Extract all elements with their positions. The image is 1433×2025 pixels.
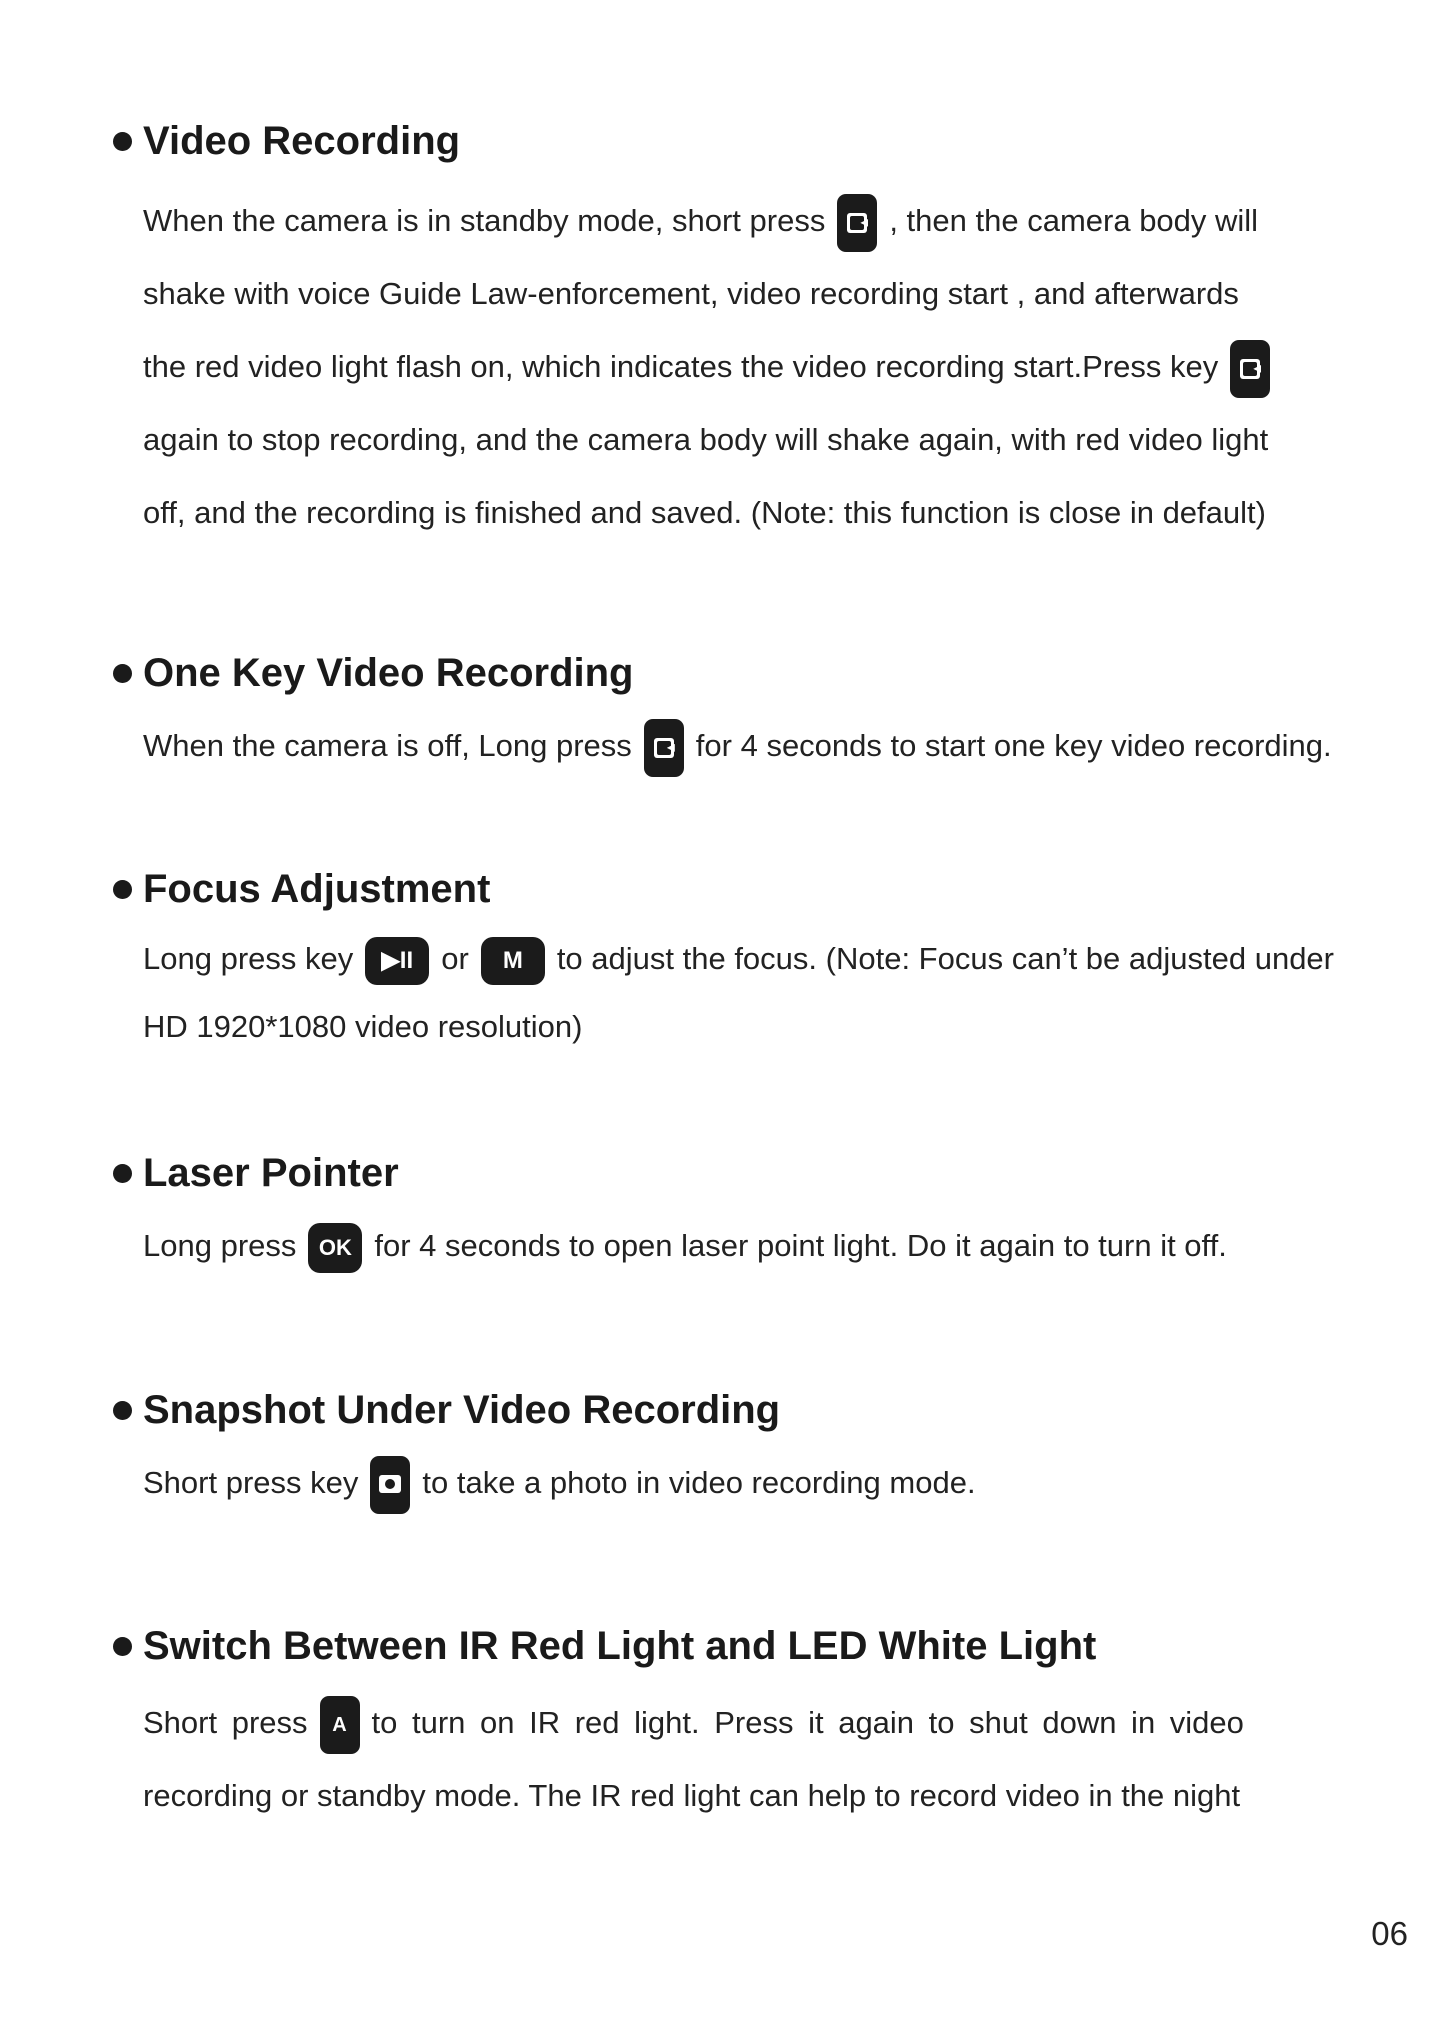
section-heading <box>110 1145 1350 1201</box>
section-body <box>110 709 1338 782</box>
text-run: to turn on IR red light. Press it again to shut down in video <box>371 1705 1244 1740</box>
camera-key-icon <box>370 1456 410 1514</box>
bullet-icon <box>113 664 132 683</box>
ir-key-icon <box>320 1696 360 1754</box>
text-run: Long press <box>143 1228 297 1263</box>
text-run: for 4 seconds to open laser point light. Do it again to turn it off. <box>374 1228 1227 1263</box>
body-line: shake with voice Guide Law-enforcement, video recording start , and afterwards <box>143 276 1239 311</box>
heading-text: Snapshot Under Video Recording <box>143 1388 781 1432</box>
text-run: or <box>441 941 469 976</box>
video-key-icon <box>1230 340 1270 398</box>
bullet-icon <box>113 1637 132 1656</box>
text-run: Short press <box>143 1705 308 1740</box>
body-line: again to stop recording, and the camera body will shake again, with red video light <box>143 422 1269 457</box>
section-body <box>110 1209 1338 1282</box>
text-run: When the camera is off, Long press <box>143 728 632 763</box>
bullet-icon <box>113 1401 132 1420</box>
heading-text: Laser Pointer <box>143 1151 399 1195</box>
text-run: , then the camera body will <box>889 203 1259 238</box>
section-heading <box>110 861 1350 917</box>
bullet-icon <box>113 880 132 899</box>
body-line: recording or standby mode. The IR red light can help to record video in the night <box>143 1778 1241 1813</box>
page-number: 06 <box>1371 1915 1408 1952</box>
body-line <box>143 184 1338 257</box>
mode-key-icon: M <box>481 937 545 985</box>
section-focus-adjustment <box>110 861 1350 1061</box>
section-heading <box>110 645 1350 701</box>
section-laser-pointer <box>110 1145 1350 1282</box>
text-run: When the camera is in standby mode, short press <box>143 203 826 238</box>
heading-text: Focus Adjustment <box>143 867 491 911</box>
play-pause-key-icon: ▶II <box>365 937 429 985</box>
text-run: Long press key <box>143 941 354 976</box>
ok-key-icon: OK <box>308 1223 362 1273</box>
heading-text: Video Recording <box>143 119 461 163</box>
bullet-icon <box>113 132 132 151</box>
heading-text: One Key Video Recording <box>143 651 634 695</box>
heading-text: Switch Between IR Red Light and LED White Light <box>143 1624 1097 1668</box>
section-heading <box>110 1618 1350 1674</box>
video-key-icon <box>644 719 684 777</box>
section-body <box>110 184 1338 549</box>
body-line <box>143 1209 1338 1282</box>
body-line <box>143 709 1338 782</box>
video-key-icon <box>837 194 877 252</box>
section-body <box>110 925 1338 1061</box>
bullet-icon <box>113 1164 132 1183</box>
section-body <box>110 1446 1338 1519</box>
text-run: the red video light flash on, which indicates the video recording start.Press key <box>143 349 1219 384</box>
body-line <box>143 1686 1338 1759</box>
section-switch-ir-led <box>110 1618 1350 1832</box>
section-snapshot-under-video-recording <box>110 1382 1350 1519</box>
section-heading <box>110 113 1350 169</box>
body-line: HD 1920*1080 video resolution) <box>143 1009 583 1044</box>
text-run: to adjust the focus. (Note: Focus can’t be adjusted under <box>556 941 1334 976</box>
section-heading <box>110 1382 1350 1438</box>
body-line <box>143 1446 1338 1519</box>
body-line <box>143 925 1338 993</box>
section-one-key-video-recording <box>110 645 1350 782</box>
section-body <box>110 1686 1338 1832</box>
body-line <box>143 330 1338 403</box>
section-video-recording <box>110 113 1350 549</box>
body-line: off, and the recording is finished and saved. (Note: this function is close in default) <box>143 495 1266 530</box>
text-run: to take a photo in video recording mode. <box>422 1465 976 1500</box>
ir-glyph: A <box>332 1713 347 1736</box>
text-run: Short press key <box>143 1465 359 1500</box>
text-run: for 4 seconds to start one key video recording. <box>695 728 1332 763</box>
